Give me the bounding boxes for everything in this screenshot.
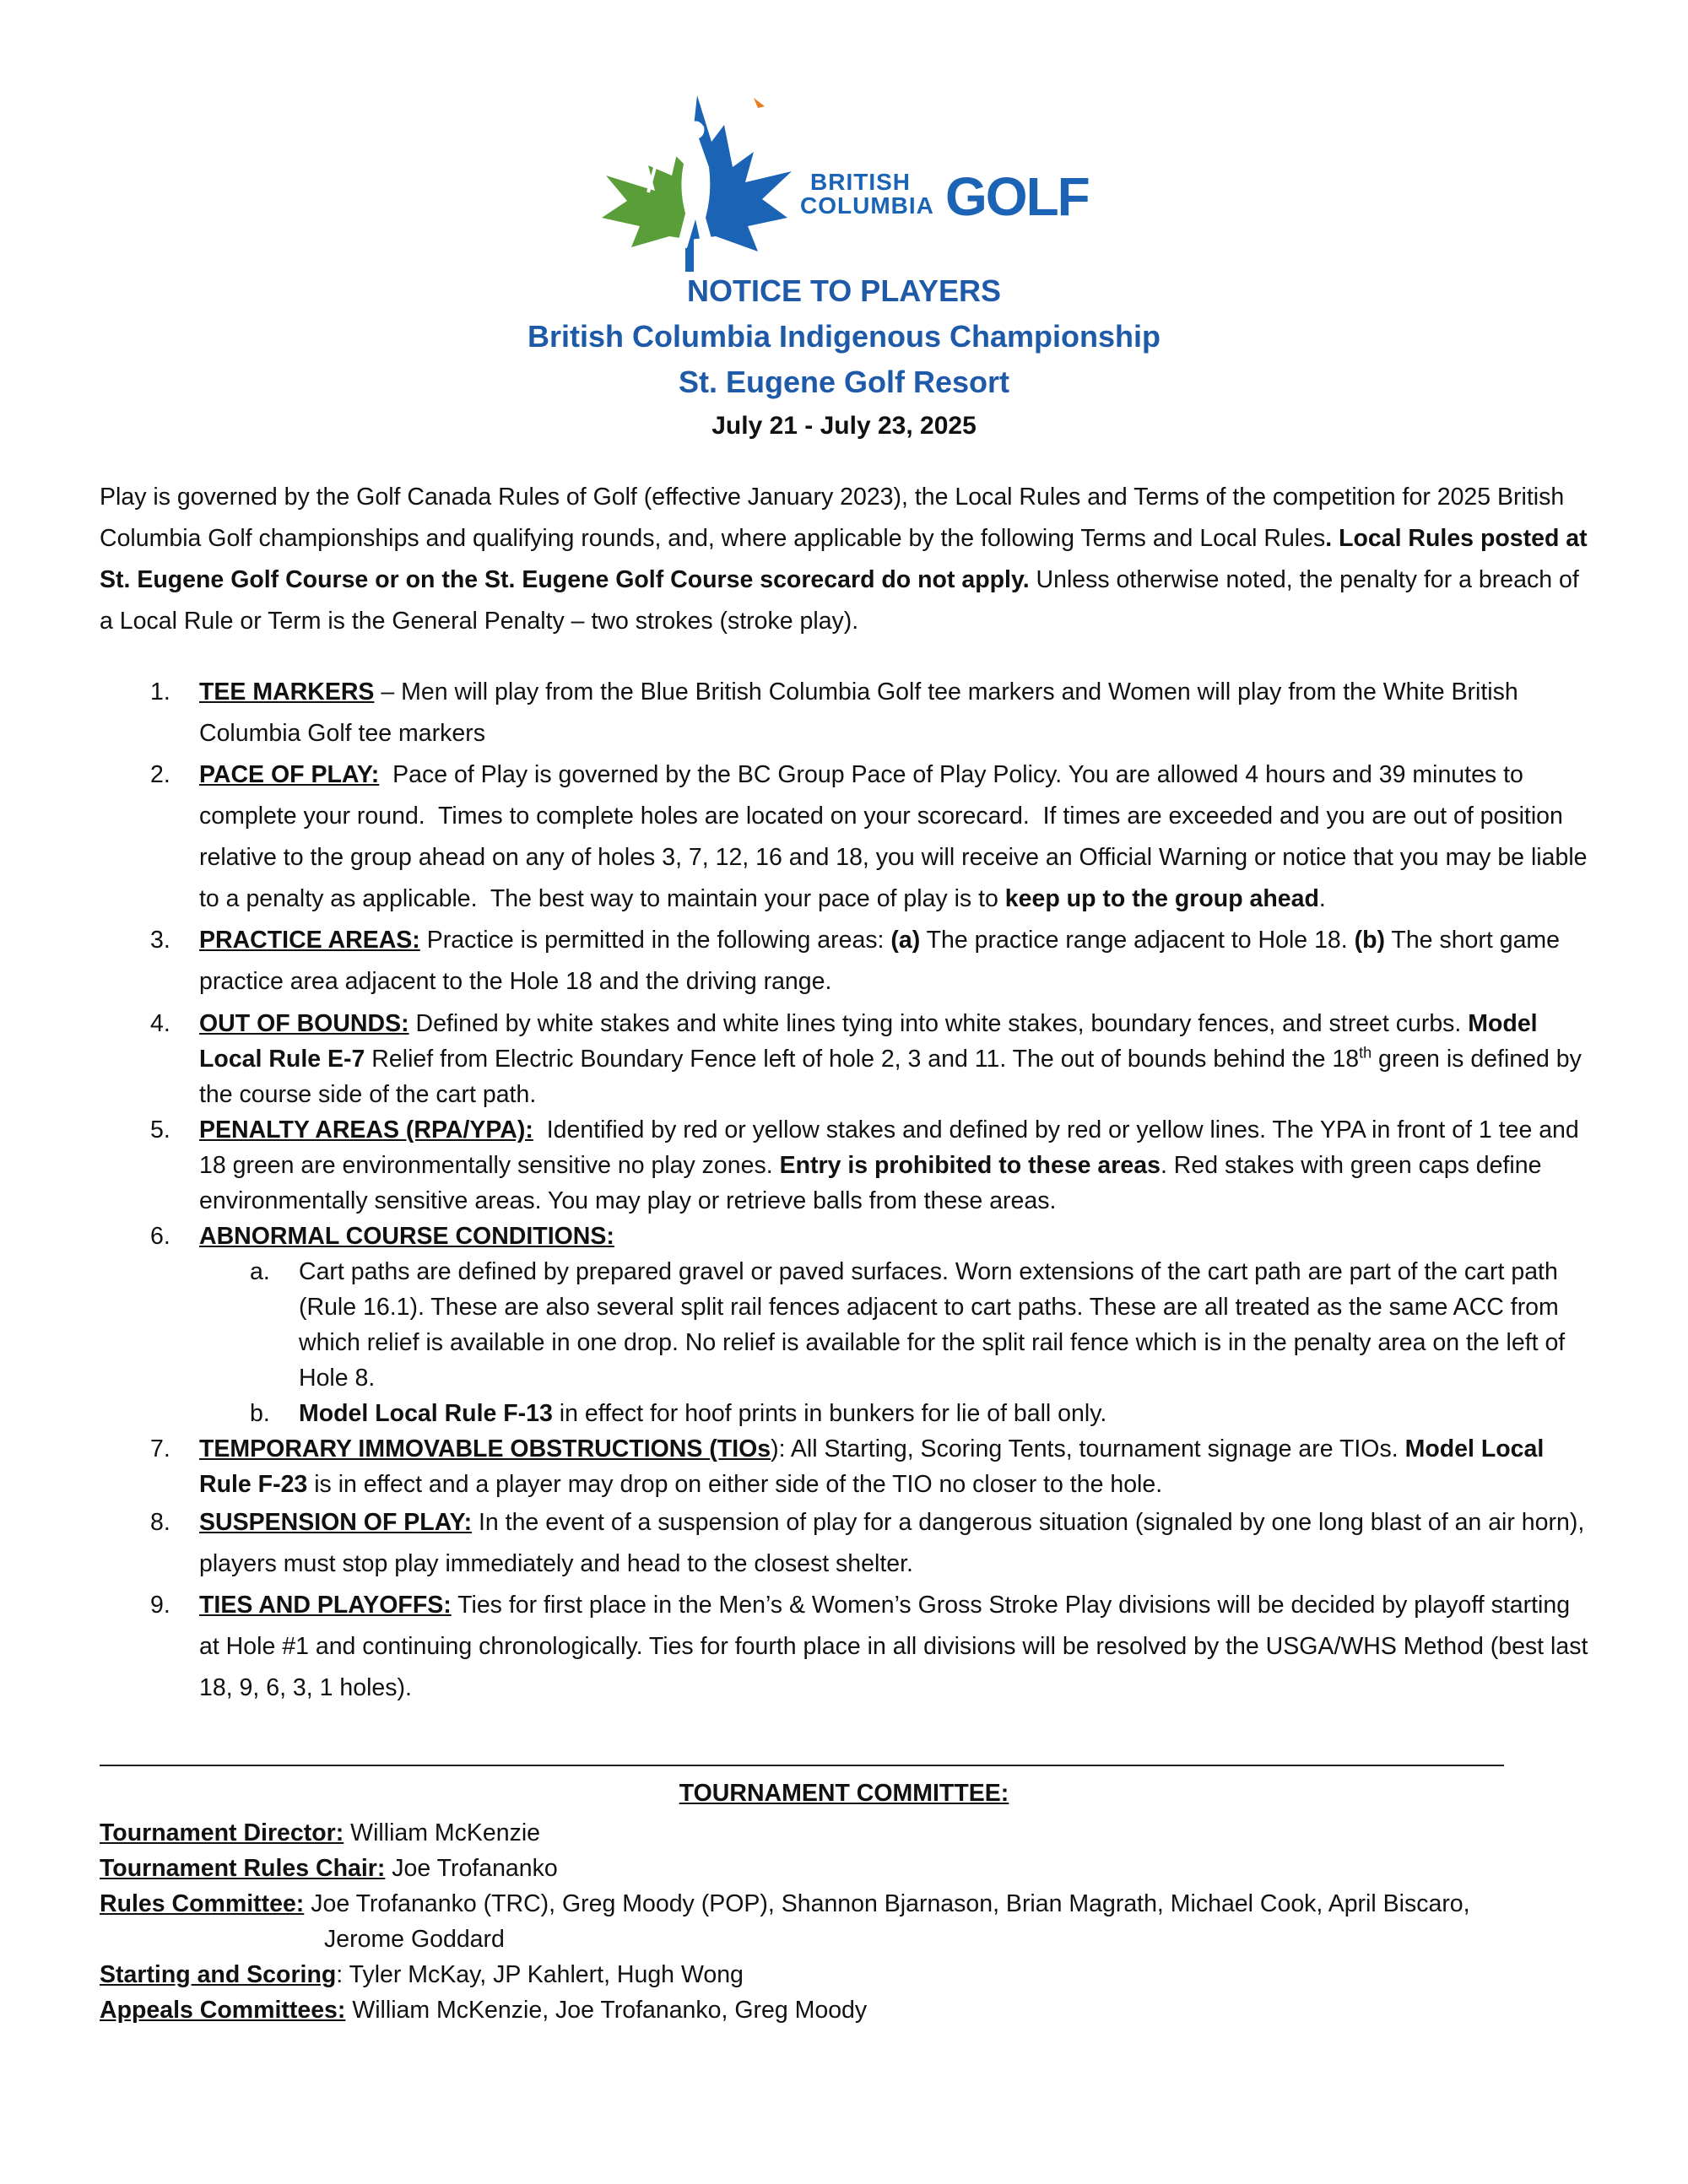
list-item-ties-and-playoffs — [100, 1585, 1593, 1709]
committee-row-rules-chair — [100, 1851, 1593, 1886]
section-divider — [100, 1765, 1504, 1766]
item-title: PRACTICE AREAS: — [199, 927, 420, 954]
item-number: 1. — [150, 678, 170, 705]
item-number: 2. — [150, 761, 170, 788]
item-text: In the event of a suspension of play for a dangerous situation (signaled by one long blast of an air horn), players must stop play immediately and head to the closest shelter. — [199, 1509, 1585, 1577]
item-number: 3. — [150, 927, 170, 954]
logo-text-british: BRITISH — [810, 169, 911, 195]
logo-text-columbia: COLUMBIA — [800, 192, 934, 219]
item-text: Ties for first place in the Men’s & Women’s Gross Stroke Play divisions will be decided by playoff starting at Hole #1 and continuing chronologically. Ties for fourth place in all divisions will be resolved by the USGA/WHS Method (best last 18, 9, 6, 3, 1 holes). — [199, 1592, 1588, 1701]
item-text: ): All Starting, Scoring Tents, tournament signage are TIOs. — [771, 1435, 1405, 1462]
item-title: OUT OF BOUNDS: — [199, 1010, 409, 1037]
rules-list — [100, 672, 1593, 1709]
item-title: ABNORMAL COURSE CONDITIONS: — [199, 1223, 614, 1250]
list-item-practice-areas — [100, 920, 1593, 1003]
item-bold-text: Entry is prohibited to these areas — [779, 1152, 1160, 1179]
item-label-b: (b) — [1354, 927, 1386, 954]
dates-heading: July 21 - July 23, 2025 — [711, 412, 977, 440]
list-item-suspension-of-play — [100, 1502, 1593, 1585]
committee-row-director — [100, 1815, 1593, 1851]
list-item-out-of-bounds — [100, 1006, 1593, 1112]
committee-row-rules-committee — [100, 1886, 1593, 1922]
item-text: – Men will play from the Blue British Columbia Golf tee markers and Women will play from the White British Columbia Golf tee markers — [199, 678, 1518, 747]
committee-value: Joe Trofananko (TRC), Greg Moody (POP), Shannon Bjarnason, Brian Magrath, Michael Cook, April Biscaro, — [304, 1890, 1470, 1917]
venue-heading: St. Eugene Golf Resort — [678, 365, 1010, 399]
committee-row-appeals — [100, 1992, 1593, 2028]
list-item-penalty-areas — [100, 1112, 1593, 1219]
item-bold-text: keep up to the group ahead — [1004, 885, 1319, 912]
committee-row-rules-committee-cont — [100, 1922, 1593, 1957]
item-title: PACE OF PLAY: — [199, 761, 380, 788]
item-superscript: th — [1359, 1044, 1372, 1062]
notice-heading: NOTICE TO PLAYERS — [686, 273, 1002, 308]
item-number: 9. — [150, 1592, 170, 1619]
committee-label: Starting and Scoring — [100, 1961, 337, 1988]
sub-item-b — [100, 1396, 1593, 1431]
sub-item-text: in effect for hoof prints in bunkers for lie of ball only. — [552, 1400, 1107, 1427]
committee-label: Rules Committee: — [100, 1890, 305, 1917]
item-end-text: . — [1318, 885, 1326, 912]
intro-paragraph — [100, 477, 1593, 642]
committee-value: Jerome Goddard — [324, 1926, 505, 1953]
item-text: Relief from Electric Boundary Fence left of hole 2, 3 and 11. The out of bounds behind the 18 — [365, 1046, 1360, 1073]
intro-bold-text: . Local Rules posted at St. Eugene Golf Course or on the St. Eugene Golf Course scorecard do not apply. — [100, 525, 1588, 593]
list-item-abnormal-course-conditions — [100, 1219, 1593, 1254]
item-title: TEE MARKERS — [199, 678, 375, 705]
item-text: green is defined by the course side of the cart path. — [199, 1046, 1582, 1108]
committee-value: William McKenzie, Joe Trofananko, Greg Moody — [345, 1997, 868, 2024]
sub-item-label: a. — [250, 1258, 270, 1285]
item-text: Pace of Play is governed by the BC Group Pace of Play Policy. You are allowed 4 hours and 39 minutes to complete your round. Times to complete holes are located on your scorecard. If times are exceeded and you are out of position relative to the group ahead on any of holes 3, 7, 12, 16 and 18, you will receive an Official Warning or notice that you may be liable to a penalty as applicable. The best way to maintain your pace of play is to — [199, 761, 1594, 912]
item-text: is in effect and a player may drop on either side of the TIO no closer to the hole. — [307, 1471, 1163, 1498]
sub-item-a — [100, 1254, 1593, 1396]
committee-label: Tournament Rules Chair: — [100, 1855, 386, 1882]
item-text: Practice is permitted in the following areas: — [419, 927, 891, 954]
committee-row-starting-scoring — [100, 1957, 1593, 1992]
list-item-tee-markers — [100, 672, 1593, 754]
item-number: 6. — [150, 1223, 170, 1250]
item-bold-text: Model Local Rule F-23 — [199, 1435, 1545, 1498]
committee-value: : Tyler McKay, JP Kahlert, Hugh Wong — [336, 1961, 744, 1988]
item-text: Defined by white stakes and white lines tying into white stakes, boundary fences, and street curbs. — [408, 1010, 1469, 1037]
item-number: 4. — [150, 1010, 170, 1037]
sub-item-label: b. — [250, 1400, 270, 1427]
event-heading: British Columbia Indigenous Championship — [527, 319, 1160, 354]
item-title: TEMPORARY IMMOVABLE OBSTRUCTIONS (TIOs — [199, 1435, 771, 1462]
intro-end-text: Unless otherwise noted, the penalty for a breach of a Local Rule or Term is the General Penalty – two strokes (stroke play). — [100, 566, 1579, 635]
list-item-pace-of-play — [100, 754, 1593, 920]
item-label-a: (a) — [890, 927, 921, 954]
committee-value: Joe Trofananko — [385, 1855, 558, 1882]
logo-text-golf: GOLF — [945, 166, 1089, 227]
item-text: . Red stakes with green caps define environmentally sensitive areas. You may play or retrieve balls from these areas. — [199, 1152, 1542, 1214]
item-number: 8. — [150, 1509, 170, 1536]
item-title: PENALTY AREAS (RPA/YPA): — [199, 1116, 533, 1143]
committee-list — [100, 1815, 1593, 2028]
intro-text: Play is governed by the Golf Canada Rules of Golf (effective January 2023), the Local Rules and Terms of the competition for 2025 British Columbia Golf championships and qualifying rounds, and, where applicable by the following Terms and Local Rules — [100, 484, 1565, 552]
item-title: TIES AND PLAYOFFS: — [199, 1592, 452, 1619]
item-text: Identified by red or yellow stakes and defined by red or yellow lines. The YPA in front of 1 tee and 18 green are environmentally sensitive no play zones. — [199, 1116, 1586, 1179]
sub-item-bold-text: Model Local Rule F-13 — [299, 1400, 553, 1427]
committee-heading: TOURNAMENT COMMITTEE: — [679, 1780, 1009, 1807]
sub-item-text: Cart paths are defined by prepared gravel or paved surfaces. Worn extensions of the cart path are part of the cart path (Rule 16.1). These are also several split rail fences adjacent to cart paths. These are all treated as the same ACC from which relief is available in one drop. No relief is available for the split rail fence which is in the penalty area on the left of Hole 8. — [299, 1258, 1566, 1392]
item-number: 7. — [150, 1435, 170, 1462]
item-title: SUSPENSION OF PLAY: — [199, 1509, 473, 1536]
committee-label: Tournament Director: — [100, 1819, 344, 1846]
committee-label: Appeals Committees: — [100, 1997, 346, 2024]
item-number: 5. — [150, 1116, 170, 1143]
item-bold-text: Model Local Rule E-7 — [199, 1010, 1538, 1073]
list-item-temporary-obstructions — [100, 1431, 1593, 1502]
item-text: The practice range adjacent to Hole 18. — [920, 927, 1355, 954]
committee-value: William McKenzie — [344, 1819, 541, 1846]
bc-golf-logo — [598, 91, 1087, 277]
item-text: The short game practice area adjacent to the Hole 18 and the driving range. — [199, 927, 1561, 995]
